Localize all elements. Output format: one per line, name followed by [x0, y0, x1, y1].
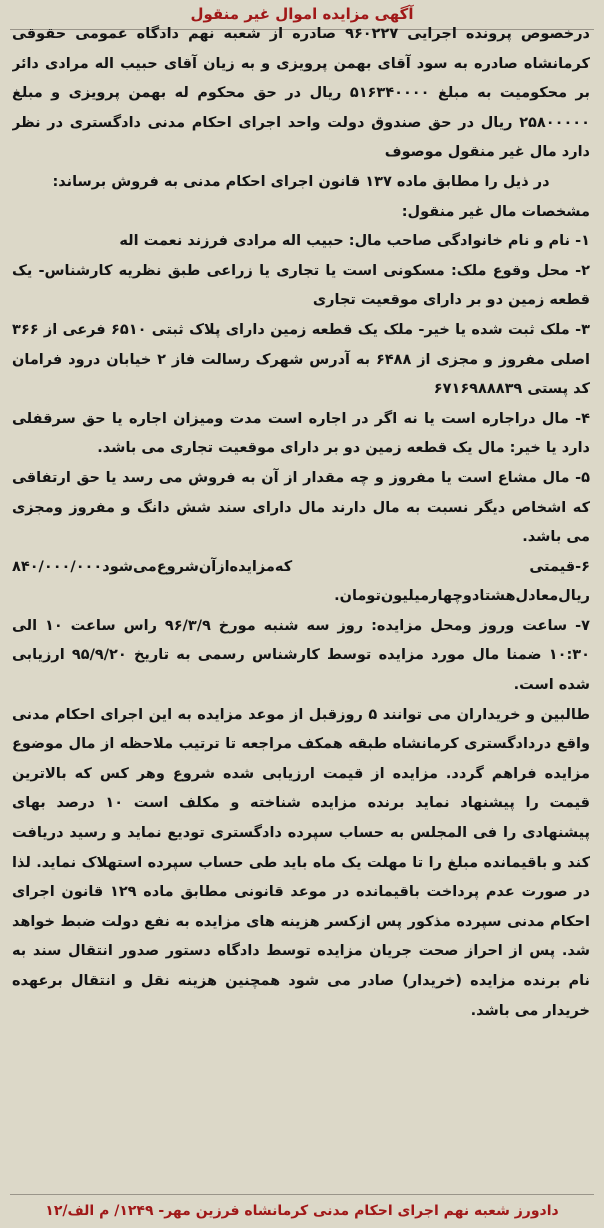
spec-item-ownership: ۵- مال مشاع است یا مفروز و چه مقدار از آن به فروش می رسد یا حق ارتفاقی که اشخاص دیگر نسبت به مال دارند مال دارای سند شش دانگ و مفروز ومجزی می باشد. — [12, 469, 590, 546]
intro-paragraph-end: در ذیل را مطابق ماده ۱۳۷ قانون اجرای احکام مدنی به فروش برساند: — [52, 173, 550, 190]
closing-paragraph: طالبین و خریداران می توانند ۵ روزقبل از موعد مزایده به این اجرای احکام مدنی واقع دردادگستری کرمانشاه طبقه همکف مراجعه تا ترتیب ملاحظه از مال موضوع مزایده فراهم گردد. مزایده از قیمت ارزیابی شده شروع وهر کس که بالاترین قیمت را پیشنهاد نماید برنده مزایده شناخته و مکلف است ۱۰ درصد بهای پیشنهادی را فی المجلس به حساب سپرده دادگستری تودیع نماید و رسید دریافت کند و باقیمانده مبلغ را تا مهلت یک ماه باید طی حساب سپرده استهلاک نماید. لذا در صورت عدم پرداخت باقیمانده در موعد قانونی مطابق ماده ۱۲۹ قانون اجرای احکام مدنی سپرده مذکور پس ازکسر هزینه های مزایده به نفع دولت ضبط خواهد شد. پس از احراز صحت جریان مزایده توسط دادگاه دستور صدور انتقال سند به نام برنده مزایده (خریدار) صادر می شود همچنین هزینه نقل و انتقال برعهده خریدار می باشد. — [12, 706, 590, 1019]
spec-item-owner: ۱- نام و نام خانوادگی صاحب مال: حبیب اله مرادی فرزند نعمت اله — [119, 233, 590, 250]
spec-item-location: ۲- محل وقوع ملک: مسکونی است یا تجاری یا زراعی طبق نظریه کارشناس- یک قطعه زمین دو بر دارای موقعیت تجاری — [12, 262, 590, 309]
bottom-divider — [10, 1194, 594, 1195]
notice-signature: دادورز شعبه نهم اجرای احکام مدنی کرمانشاه فرزین مهر- ۱۲۴۹/ م الف/۱۲ — [45, 1203, 559, 1219]
spec-item-lease: ۴- مال دراجاره است یا نه اگر در اجاره است مدت ومیزان اجاره یا حق سرقفلی دارد یا خیر: مال یک قطعه زمین دو بر دارای موقعیت تجاری می باشد. — [12, 410, 590, 457]
spec-item-time: ۷- ساعت وروز ومحل مزایده: روز سه شنبه مورخ ۹۶/۳/۹ راس ساعت ۱۰ الی ۱۰:۳۰ ضمنا مال مورد مزایده توسط کارشناس رسمی به تاریخ ۹۵/۹/۲۰ ارزیابی شده است. — [12, 617, 590, 694]
intro-paragraph: درخصوص پرونده اجرایی ۹۶۰۲۲۷ صادره از شعبه نهم دادگاه عمومی حقوقی کرمانشاه صادره به سود آقای بهمن پرویزی و به زیان آقای حبیب اله مرادی دائر بر محکومیت به مبلغ ۵۱۶۳۴۰۰۰۰ ریال در حق محکوم له بهمن پرویزی و مبلغ ۲۵۸۰۰۰۰۰ ریال در حق صندوق دولت واحد اجرای احکام مدنی دادگستری در نظر دارد مال غیر منقول موصوف — [12, 26, 590, 161]
spec-item-registration: ۳- ملک ثبت شده یا خیر- ملک یک قطعه زمین دارای پلاک ثبتی ۶۵۱۰ فرعی از ۳۶۶ اصلی مفروز و مجزی از ۶۴۸۸ به آدرس شهرک رسالت فاز ۲ خیابان درود فرامان کد پستی ۶۷۱۶۹۸۸۸۳۹ — [12, 321, 590, 398]
notice-title: آگهی مزایده اموال غیر منقول — [190, 5, 414, 23]
spec-item-price: ۶-قیمتی که‌مزایده‌ازآن‌شروع‌می‌شود۸۴۰/۰۰۰/۰۰۰ ریال‌معادل‌هشتادوچهارمیلیون‌تومان. — [12, 558, 590, 605]
specs-heading: مشخصات مال غیر منقول: — [401, 203, 590, 220]
notice-body — [12, 20, 590, 1186]
